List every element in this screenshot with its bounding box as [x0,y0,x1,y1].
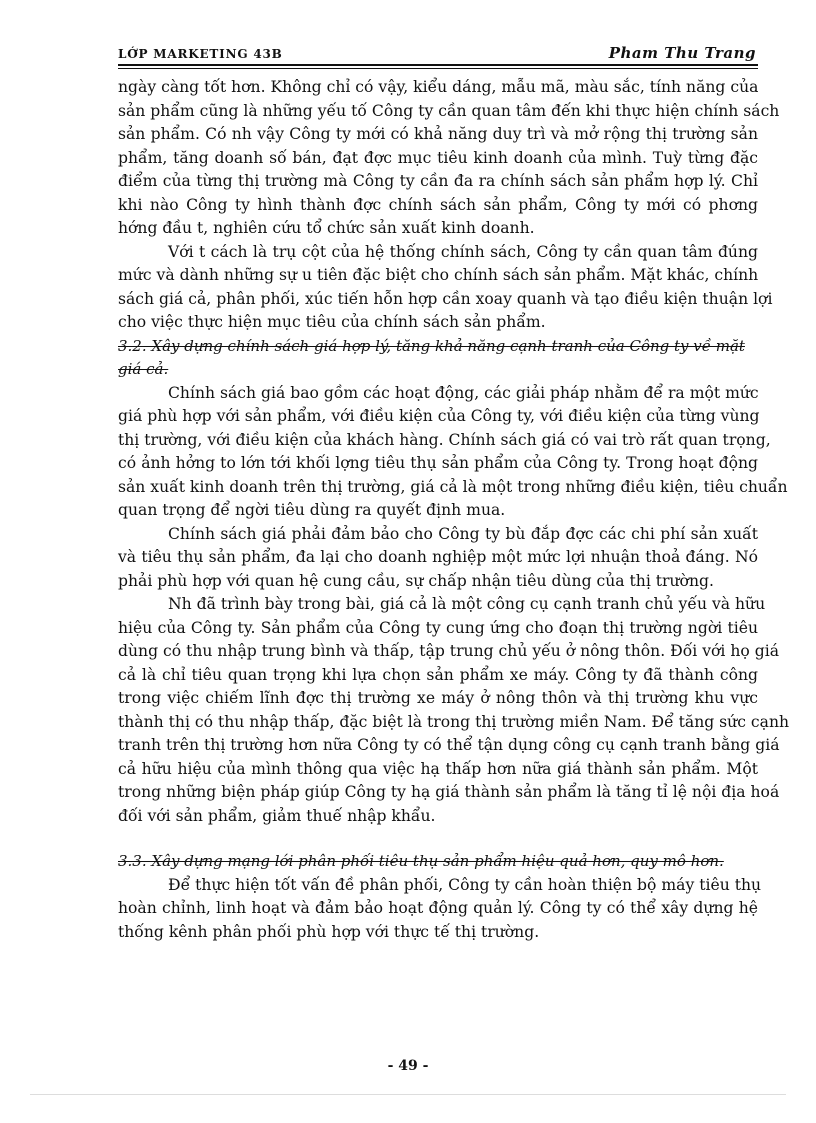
text-line: Với t cách là trụ cột của hệ thống chính sách, Công ty cần quan tâm đúng [168,242,758,261]
text-line: trong những biện pháp giúp Công ty hạ giá thành sản phẩm là tăng tỉ lệ nội địa hoá [118,783,780,801]
text-line: cả hữu hiệu của mình thông qua việc hạ thấp hơn nữa giá thành sản phẩm. Một [118,759,758,778]
text-line: ngày càng tốt hơn. Không chỉ có vậy, kiểu dáng, mẫu mã, màu sắc, tính năng của [118,78,759,96]
text-line: cả là chỉ tiêu quan trọng khi lựa chọn sản phẩm xe máy. Công ty đã thành công [118,665,758,684]
page-bottom-edge [30,1094,786,1095]
text-line: giá phù hợp với sản phẩm, với điều kiện của Công ty, với điều kiện của từng vùng [118,407,760,425]
text-line: và tiêu thụ sản phẩm, đa lại cho doanh nghiệp một mức lợi nhuận thoả đáng. Nó [118,548,758,566]
heading-line: 3.2. Xây dựng chính sách giá hợp lý, tăng khả năng cạnh tranh của Công ty về mặt [118,336,745,355]
text-line: Chính sách giá phải đảm bảo cho Công ty bù đắp đợc các chi phí sản xuất [168,524,758,543]
text-line: sản xuất kinh doanh trên thị trường, giá cả là một trong những điều kiện, tiêu chuẩn [118,477,788,496]
text-line: khi nào Công ty hình thành đợc chính sách sản phẩm, Công ty mới có phơng [118,195,758,214]
text-line: phải phù hợp với quan hệ cung cầu, sự chấp nhận tiêu dùng của thị trường. [118,571,714,590]
text-line: hớng đầu t, nghiên cứu tổ chức sản xuất kinh doanh. [118,219,535,237]
text-line: Chính sách giá bao gồm các hoạt động, các giải pháp nhằm để ra một mức [168,383,759,402]
text-line: dùng có thu nhập trung bình và thấp, tập trung chủ yếu ở nông thôn. Đối với họ giá [118,642,780,660]
text-line: quan trọng để ngời tiêu dùng ra quyết định mua. [118,501,506,519]
header-rule-thick [118,64,758,66]
text-line: hoàn chỉnh, linh hoạt và đảm bảo hoạt động quản lý. Công ty có thể xây dựng hệ [118,899,758,917]
page-header [118,44,758,66]
paragraph-price-competition [118,593,790,828]
text-line: Để thực hiện tốt vấn đề phân phối, Công ty cần hoàn thiện bộ máy tiêu thụ [168,875,762,894]
text-line: phẩm, tăng doanh số bán, đạt đợc mục tiêu kinh doanh của mình. Tuỳ từng đặc [118,148,758,167]
text-line: sản phẩm. Có nh vậy Công ty mới có khả năng duy trì và mở rộng thị trường sản [118,125,758,143]
heading-line: 3.3. Xây dựng mạng lới phân phối tiêu thụ sản phẩm hiệu quả hơn, quy mô hơn. [118,852,724,870]
text-line: sản phẩm cũng là những yếu tố Công ty cần quan tâm đến khi thực hiện chính sách [118,101,780,120]
text-line: sách giá cả, phân phối, xúc tiến hỗn hợp cần xoay quanh và tạo điều kiện thuận lợi [118,289,773,308]
paragraph-product-policy-pillar [118,241,773,335]
text-line: mức và dành những sự u tiên đặc biệt cho chính sách sản phẩm. Mặt khác, chính [118,266,759,284]
header-author-name: Pham Thu Trang [608,44,756,62]
text-line: thống kênh phân phối phù hợp với thực tế thị trường. [118,922,540,941]
heading-line: giá cả. [118,360,169,378]
paragraph-product-policy-end [118,76,780,241]
text-line: có ảnh hởng to lớn tới khối lợng tiêu thụ sản phẩm của Công ty. Trong hoạt động [118,454,758,472]
text-line: trong việc chiếm lĩnh đợc thị trường xe máy ở nông thôn và thị trường khu vực [118,689,758,707]
text-line: đối với sản phẩm, giảm thuế nhập khẩu. [118,806,436,825]
text-line: tranh trên thị trường hơn nữa Công ty có thể tận dụng công cụ cạnh tranh bằng giá [118,736,780,754]
section-heading-3-3 [118,850,758,874]
section-heading-3-2 [118,335,758,382]
paragraph-gap [118,828,758,850]
text-line: Nh đã trình bày trong bài, giá cả là một công cụ cạnh tranh chủ yếu và hữu [168,595,766,613]
header-class-label: LỚP MARKETING 43B [118,47,283,61]
text-line: cho việc thực hiện mục tiêu của chính sách sản phẩm. [118,313,546,331]
text-line: thành thị có thu nhập thấp, đặc biệt là trong thị trường miền Nam. Để tăng sức cạnh [118,712,790,731]
body-text [118,76,790,944]
paragraph-distribution [118,874,762,945]
text-line: điểm của từng thị trường mà Công ty cần đa ra chính sách sản phẩm hợp lý. Chỉ [118,172,758,190]
text-line: thị trường, với điều kiện của khách hàng. Chính sách giá có vai trò rất quan trọng, [118,430,771,449]
paragraph-pricing-requirements [118,523,758,594]
text-line: hiệu của Công ty. Sản phẩm của Công ty cung ứng cho đoạn thị trường ngời tiêu [118,618,758,637]
page-number: - 49 - [387,1058,429,1074]
paragraph-pricing-policy [118,382,788,523]
header-rule-thin [118,68,758,69]
